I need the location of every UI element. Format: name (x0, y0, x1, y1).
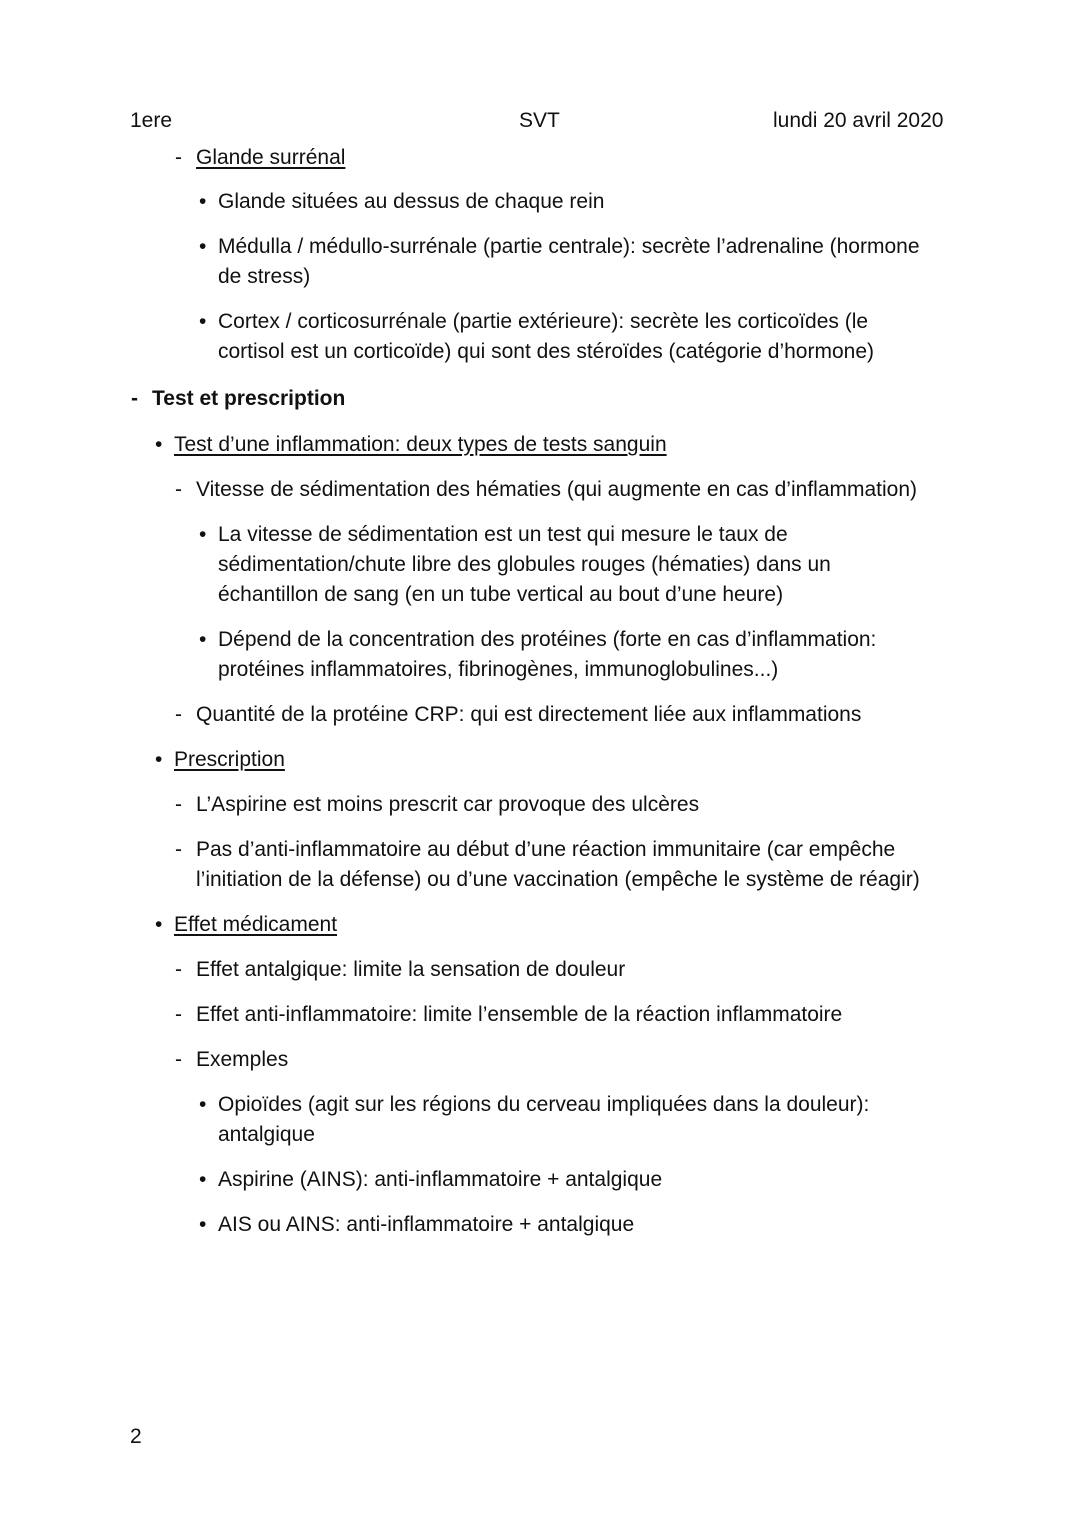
list-item: Vitesse de sédimentation des hématies (qui augmente en cas d’inflammation) (196, 478, 918, 501)
header-subject: SVT (519, 109, 560, 132)
list-item: Cortex / corticosurrénale (partie extérieure): secrète les corticoïdes (le cortisol est un corticoïde) qui sont des stéroïdes (catégorie d’hormone) (218, 310, 874, 363)
bullet-marker: • (155, 433, 163, 456)
dash-marker: - (175, 793, 182, 816)
header-class: 1ere (130, 109, 173, 132)
bullet-marker: • (199, 235, 207, 258)
list-item: Opioïdes (agit sur les régions du cerveau impliquées dans la douleur): antalgique (218, 1093, 870, 1146)
list-item: L’Aspirine est moins prescrit car provoque des ulcères (196, 793, 700, 816)
subheading-glande: Glande surrénal (196, 146, 346, 169)
list-item: Pas d’anti-inflammatoire au début d’une réaction immunitaire (car empêche l’initiation de la défense) ou d’une vaccination (empêche le système de réagir) (196, 838, 920, 891)
list-item: Effet anti-inflammatoire: limite l’ensemble de la réaction inflammatoire (196, 1003, 843, 1026)
list-item: La vitesse de sédimentation est un test qui mesure le taux de sédimentation/chute libre des globules rouges (hématies) dans un échantillon de sang (en un tube vertical au bout d’une heure) (218, 523, 831, 606)
bullet-marker: • (199, 1093, 207, 1116)
list-item: Aspirine (AINS): anti-inflammatoire + antalgique (218, 1168, 663, 1191)
header-date: lundi 20 avril 2020 (773, 109, 944, 132)
bullet-marker: • (199, 190, 207, 213)
list-item: AIS ou AINS: anti-inflammatoire + antalgique (218, 1213, 635, 1236)
section-heading: Test et prescription (152, 387, 346, 410)
bullet-marker: • (199, 628, 207, 651)
list-item: Dépend de la concentration des protéines (forte en cas d’inflammation: protéines inflammatoires, fibrinogènes, immunoglobulines...) (218, 628, 877, 681)
bullet-marker: • (199, 310, 207, 333)
dash-marker: - (175, 838, 182, 861)
list-item: Médulla / médullo-surrénale (partie centrale): secrète l’adrenaline (hormone de stress) (218, 235, 920, 288)
bullet-marker: • (155, 913, 163, 936)
bullet-marker: • (199, 1168, 207, 1191)
subheading-effet: Effet médicament (174, 913, 338, 936)
dash-marker: - (175, 1048, 182, 1071)
dash-marker: - (131, 387, 138, 410)
subheading-test: Test d’une inflammation: deux types de tests sanguin (174, 433, 667, 456)
dash-marker: - (175, 958, 182, 981)
bullet-marker: • (199, 1213, 207, 1236)
dash-marker: - (175, 1003, 182, 1026)
list-item: Effet antalgique: limite la sensation de douleur (196, 958, 626, 981)
list-item: Quantité de la protéine CRP: qui est directement liée aux inflammations (196, 703, 862, 726)
bullet-marker: • (155, 748, 163, 771)
list-item: Glande situées au dessus de chaque rein (218, 190, 605, 213)
dash-marker: - (175, 703, 182, 726)
bullet-marker: • (199, 523, 207, 546)
dash-marker: - (175, 478, 182, 501)
list-item: Exemples (196, 1048, 289, 1071)
page-number: 2 (130, 1425, 142, 1448)
dash-marker: - (175, 146, 182, 169)
subheading-prescription: Prescription (174, 748, 285, 771)
